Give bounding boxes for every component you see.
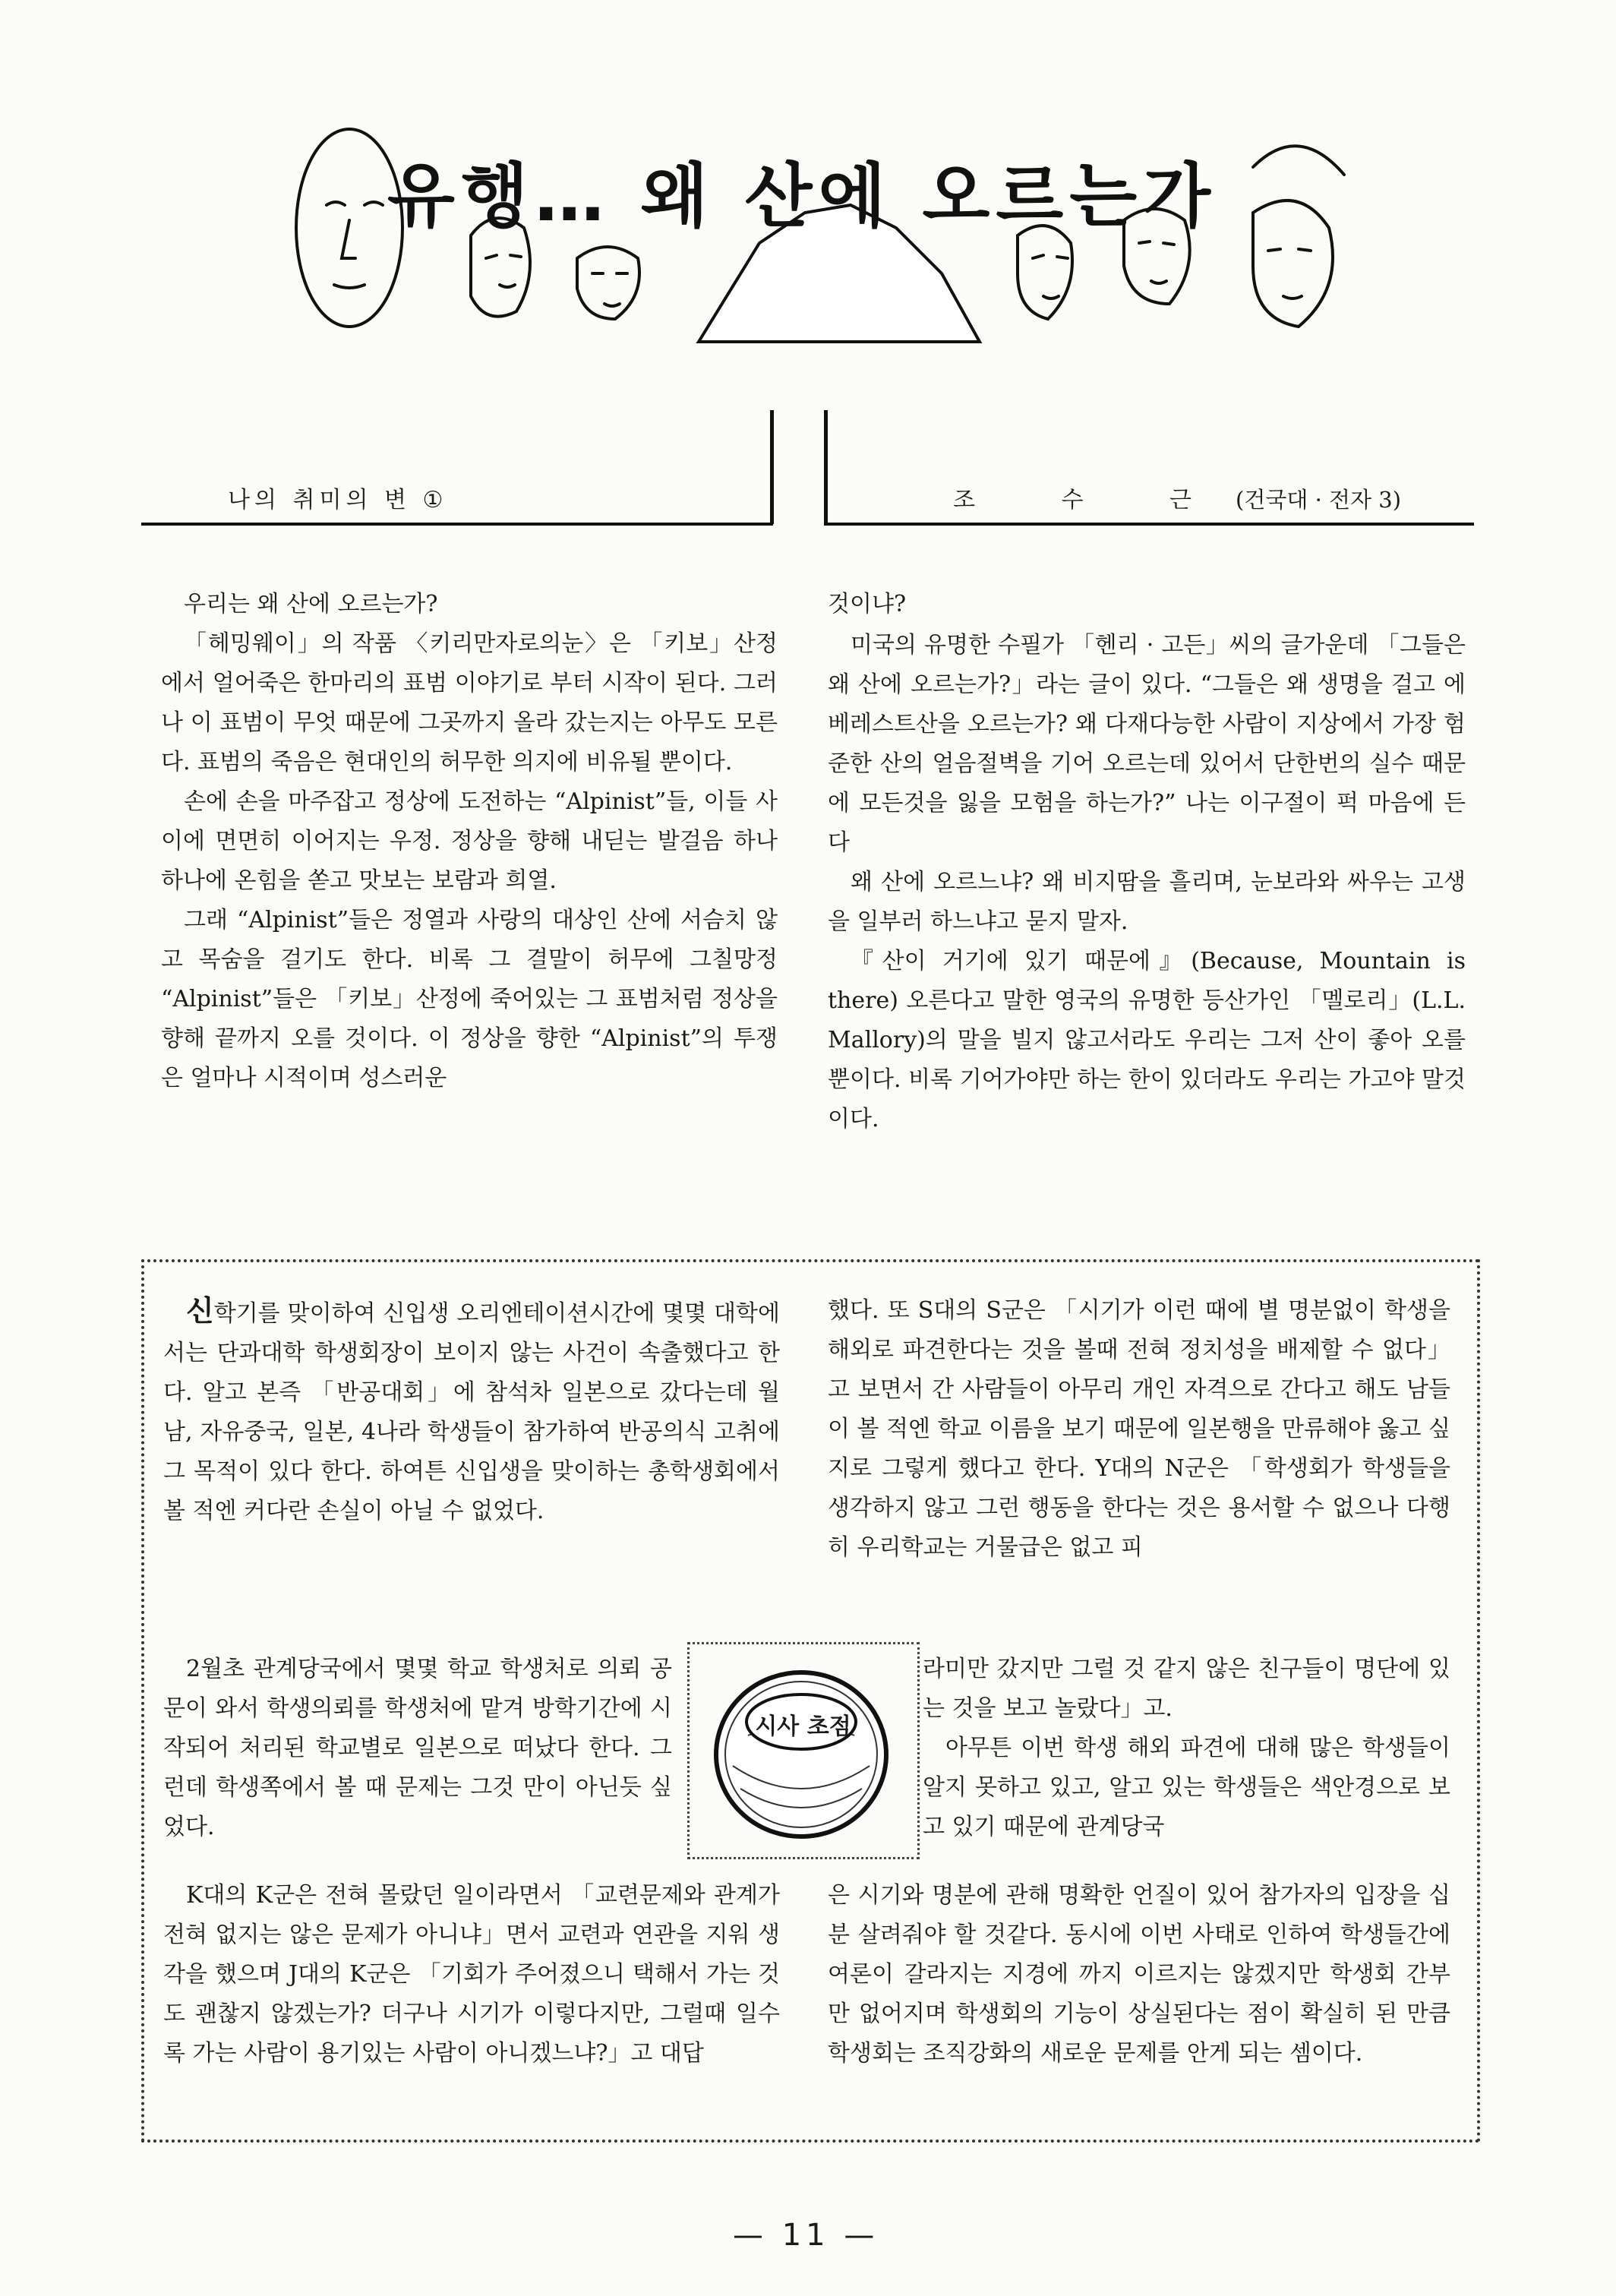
column-paragraph-1 <box>163 1291 780 1531</box>
title-illustration <box>273 122 1359 372</box>
header-underline-left <box>141 523 773 526</box>
article-paragraph: 「헤밍웨이」의 작품 〈키리만자로의눈〉은 「키보」산정에서 얼어죽은 한마리의 표범 이야기로 부터 시작이 된다. 그러나 이 표범이 무엇 때문에 그곳까지 올라 갔는지는 아무도 모른다. 표범의 죽음은 현대인의 허무한 의지에 비유될 뿐이다. <box>161 630 778 775</box>
column-paragraph-5 <box>923 1650 1450 1847</box>
header-divider-left <box>770 410 774 524</box>
badge-sphere-icon <box>702 1652 900 1849</box>
column-text: K대의 K군은 전혀 몰랐던 일이라면서 「교련문제와 관계가 전혀 없지는 않은 문제가 아니냐」면서 교련과 연관을 지워 생각을 했으며 J대의 K군은 「기회가 주어졌으니 택해서 가는 것도 괜찮지 않겠는가? 더구나 시기가 이렇다지만, 그럴때 일수록 가는 사람이 용기있는 사람이 아니겠느냐?」고 대답 <box>163 1882 780 2067</box>
page-number: — 11 — <box>733 2218 879 2253</box>
header-underline-right <box>824 523 1474 526</box>
dropcap: 신 <box>186 1294 214 1328</box>
column-text: 했다. 또 S대의 S군은 「시기가 이런 때에 별 명분없이 학생을 해외로 파견한다는 것을 볼때 전혀 정치성을 배제할 수 없다」고 보면서 간 사람들이 아무리 개인 자격으로 간다고 해도 남들이 볼 적엔 학교 이름을 보기 때문에 일본행을 만류해야 옳고 싶지로 그렇게 했다고 한다. Y대의 N군은 「학생회가 학생들을 생각하지 않고 그런 행동을 한다는 것은 용서할 수 없으나 다행히 우리학교는 거물급은 없고 피 <box>828 1297 1450 1561</box>
column-text: 학기를 맞이하여 신입생 오리엔테이션시간에 몇몇 대학에서는 단과대학 학생회장이 보이지 않는 사건이 속출했다고 한다. 알고 본즉 「반공대회」에 참석차 일본으로 갔다는데 월남, 자유중국, 일본, 4나라 학생들이 참가하여 반공의식 고취에 그 목적이 있다 한다. 하여튼 신입생을 맞이하는 총학생회에서 볼 적엔 커다란 손실이 아닐 수 없었다. <box>163 1300 780 1524</box>
article-paragraph: 미국의 유명한 수필가 「헨리 · 고든」씨의 글가운데 「그들은 왜 산에 오르는가?」라는 글이 있다. “그들은 왜 생명을 걸고 에베레스트산을 오르는가? 왜 다재다능한 사람이 지상에서 가장 험준한 산의 얼음절벽을 기어 오르는데 있어서 단한번의 실수 때문에 모든것을 잃을 모험을 하는가?” 나는 이구절이 퍽 마음에 든다 <box>828 632 1466 856</box>
column-text: 은 시기와 명분에 관해 명확한 언질이 있어 참가자의 입장을 십분 살려줘야 할 것같다. 동시에 이번 사태로 인하여 학생들간에 여론이 갈라지는 지경에 까지 이르지는 않겠지만 학생회 간부만 없어지며 학생회의 기능이 상실된다는 점이 확실히 된 만큼 학생회는 조직강화의 새로운 문제를 안게 되는 셈이다. <box>828 1882 1450 2067</box>
article-paragraph: 왜 산에 오르느냐? 왜 비지땀을 흘리며, 눈보라와 싸우는 고생을 일부러 하느냐고 묻지 말자. <box>828 869 1466 935</box>
column-text: 라미만 갔지만 그럴 것 같지 않은 친구들이 명단에 있는 것을 보고 놀랐다」고. <box>923 1656 1450 1722</box>
series-title: 나의 취미의 변 ① <box>228 487 448 513</box>
article-column-left <box>161 585 778 1098</box>
author-name: 조 수 근 <box>953 487 1232 513</box>
author-byline <box>953 481 1401 514</box>
title-text: 유행… 왜 산에 오르는가 <box>387 156 1217 237</box>
article-paragraph: 우리는 왜 산에 오르는가? <box>184 591 438 617</box>
column-paragraph-4 <box>828 1291 1450 1568</box>
badge-label: 시사 초점 <box>755 1713 851 1740</box>
article-paragraph: 그래 “Alpinist”들은 정열과 사랑의 대상인 산에 서슴치 않고 목숨을 걸기도 한다. 비록 그 결말이 허무에 그칠망정 “Alpinist”들은 「키보」산정에 죽어있는 그 표범처럼 정상을 향해 끝까지 오를 것이다. 이 정상을 향한 “Alpinist”의 투쟁은 얼마나 시적이며 성스러운 <box>161 907 778 1091</box>
column-paragraph-3 <box>163 1876 780 2073</box>
header-divider-right <box>824 410 828 524</box>
column-paragraph-6 <box>828 1876 1450 2073</box>
column-text: 2월초 관계당국에서 몇몇 학교 학생처로 의뢰 공문이 와서 학생의뢰를 학생처에 맡겨 방학기간에 시작되어 처리된 학교별로 일본으로 떠났다 한다. 그런데 학생쪽에서 볼 때 문제는 그것 만이 아닌듯 싶었다. <box>163 1656 672 1840</box>
article-column-right <box>828 626 1466 1139</box>
column-text: 아무튼 이번 학생 해외 파견에 대해 많은 학생들이 알지 못하고 있고, 알고 있는 학생들은 색안경으로 보고 있기 때문에 관계당국 <box>923 1735 1450 1840</box>
column-paragraph-2 <box>163 1650 672 1847</box>
article-paragraph: 『산이 거기에 있기 때문에』(Because, Mountain is there) 오른다고 말한 영국의 유명한 등산가인 「멜로리」(L.L. Mallory)의 말을 빌지 않고서라도 우리는 그저 산이 좋아 오를 뿐이다. 비록 기어가야만 하는 한이 있더라도 우리는 가고야 말것이다. <box>828 948 1466 1132</box>
article-continuation: 것이냐? <box>828 591 907 617</box>
article-paragraph: 손에 손을 마주잡고 정상에 도전하는 “Alpinist”들, 이들 사이에 면면히 이어지는 우정. 정상을 향해 내딛는 발걸음 하나 하나에 온힘을 쏟고 맛보는 보람과 희열. <box>161 788 778 894</box>
author-affiliation: (건국대 · 전자 3) <box>1236 487 1402 513</box>
